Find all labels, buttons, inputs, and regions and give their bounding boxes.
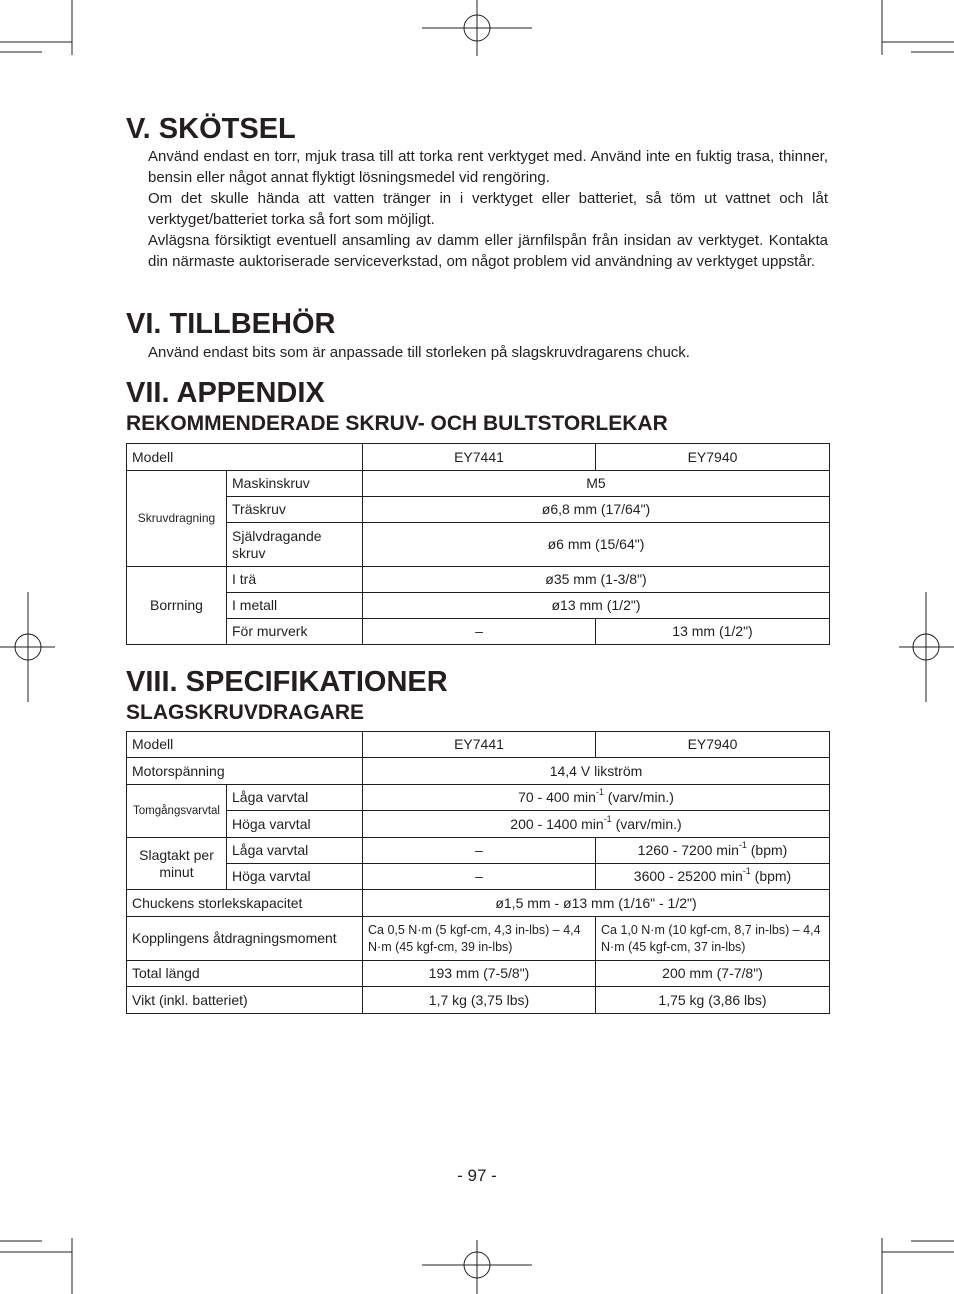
section-6-title: VI. TILLBEHÖR: [126, 308, 336, 340]
row-label: För murverk: [227, 619, 363, 645]
table-row: [127, 523, 830, 567]
table-header-model: EY7940: [596, 732, 830, 758]
table-row: [127, 961, 830, 987]
table-row: [127, 758, 830, 785]
table-row: [127, 732, 830, 758]
row-label: Total längd: [127, 961, 363, 987]
table-header-label: Modell: [127, 732, 363, 758]
table-row: [127, 811, 830, 838]
table-header-label: Modell: [127, 444, 363, 471]
row-value: ø6,8 mm (17/64"): [363, 497, 830, 523]
row-value: –: [363, 864, 596, 890]
group-label: Skruvdragning: [127, 471, 227, 567]
section-8-title: VIII. SPECIFIKATIONER: [126, 666, 448, 698]
row-label: I trä: [227, 567, 363, 593]
table-row: [127, 444, 830, 471]
row-value: –: [363, 619, 596, 645]
table-header-model: EY7940: [596, 444, 830, 471]
row-value: 1260 - 7200 $\min^{-1} (bpm)$: [596, 838, 830, 864]
row-label: Motorspänning: [127, 758, 363, 785]
section-6-paragraph: Använd endast bits som är anpassade till storleken på slagskruvdragarens chuck.: [148, 344, 690, 361]
row-label: Kopplingens åtdragningsmoment: [127, 917, 363, 961]
row-value: ø35 mm (1-3/8"): [363, 567, 830, 593]
row-value: 200 mm (7-7/8"): [596, 961, 830, 987]
table-row: [127, 864, 830, 890]
section-8-subtitle: SLAGSKRUVDRAGARE: [126, 701, 365, 724]
section-5-title: V. SKÖTSEL: [126, 113, 296, 145]
table-row: [127, 838, 830, 864]
page-number: - 97 -: [457, 1166, 497, 1185]
row-value: 1,75 kg (3,86 lbs): [596, 987, 830, 1014]
row-value: 13 mm (1/2"): [596, 619, 830, 645]
table-row: [127, 497, 830, 523]
row-label: Självdragande skruv: [227, 523, 363, 567]
row-value: 70 - 400 $\min^{-1}$ (varv/min.): [363, 785, 830, 811]
section-5-paragraph-1: Använd endast en torr, mjuk trasa till att torka rent verktyget med. Använd inte en fuktig trasa, thinner, bensin eller något annat flyktigt lösningsmedel vid rengöring.: [148, 148, 828, 186]
row-value: 3600 - 25200 $\min^{-1} (bpm)$: [596, 864, 830, 890]
table-row: [127, 619, 830, 645]
specification-table: [126, 731, 830, 1014]
row-label: Höga varvtal: [227, 811, 363, 838]
group-label: Slagtakt per minut: [127, 838, 227, 890]
row-value: ø6 mm (15/64"): [363, 523, 830, 567]
row-label: Låga varvtal: [227, 785, 363, 811]
group-label: Borrning: [127, 567, 227, 645]
table-row: [127, 567, 830, 593]
section-5-paragraph-3: Avlägsna försiktigt eventuell ansamling av damm eller järnfilspån från insidan av verktyget. Kontakta din närmaste auktoriserade serviceverkstad, om något problem vid användning av verktyget uppstår.: [148, 232, 828, 270]
row-value: ø13 mm (1/2"): [363, 593, 830, 619]
row-value: 200 - 1400 $\min^{-1}$ (varv/min.): [363, 811, 830, 838]
table-header-model: EY7441: [363, 444, 596, 471]
table-row: [127, 785, 830, 811]
row-value: 193 mm (7-5/8"): [363, 961, 596, 987]
section-7-subtitle: REKOMMENDERADE SKRUV- OCH BULTSTORLEKAR: [126, 412, 668, 435]
row-value: 14,4 V likström: [363, 758, 830, 785]
row-value: Ca 0,5 N·m (5 kgf-cm, 4,3 in-lbs) – 4,4 N·m (45 kgf-cm, 39 in-lbs): [363, 917, 596, 961]
table-row: [127, 987, 830, 1014]
table-row: [127, 471, 830, 497]
table-row: [127, 917, 830, 961]
row-label: Höga varvtal: [227, 864, 363, 890]
row-value: 1,7 kg (3,75 lbs): [363, 987, 596, 1014]
row-label: Chuckens storlekskapacitet: [127, 890, 363, 917]
row-value: ø1,5 mm - ø13 mm (1/16" - 1/2"): [363, 890, 830, 917]
group-label: Tomgångsvarvtal: [127, 785, 227, 838]
table-row: [127, 890, 830, 917]
row-value: Ca 1,0 N·m (10 kgf-cm, 8,7 in-lbs) – 4,4 N·m (45 kgf-cm, 37 in-lbs): [596, 917, 830, 961]
row-label: Maskinskruv: [227, 471, 363, 497]
table-header-model: EY7441: [363, 732, 596, 758]
row-label: Vikt (inkl. batteriet): [127, 987, 363, 1014]
row-value: –: [363, 838, 596, 864]
table-row: [127, 593, 830, 619]
screw-size-table: [126, 443, 830, 645]
row-label: Träskruv: [227, 497, 363, 523]
row-label: Låga varvtal: [227, 838, 363, 864]
section-7-title: VII. APPENDIX: [126, 377, 325, 409]
row-value: M5: [363, 471, 830, 497]
row-label: I metall: [227, 593, 363, 619]
section-5-paragraph-2: Om det skulle hända att vatten tränger in i verktyget eller batteriet, så töm ut vattnet och låt verktyget/batteriet torka så fort som möjligt.: [148, 190, 828, 228]
